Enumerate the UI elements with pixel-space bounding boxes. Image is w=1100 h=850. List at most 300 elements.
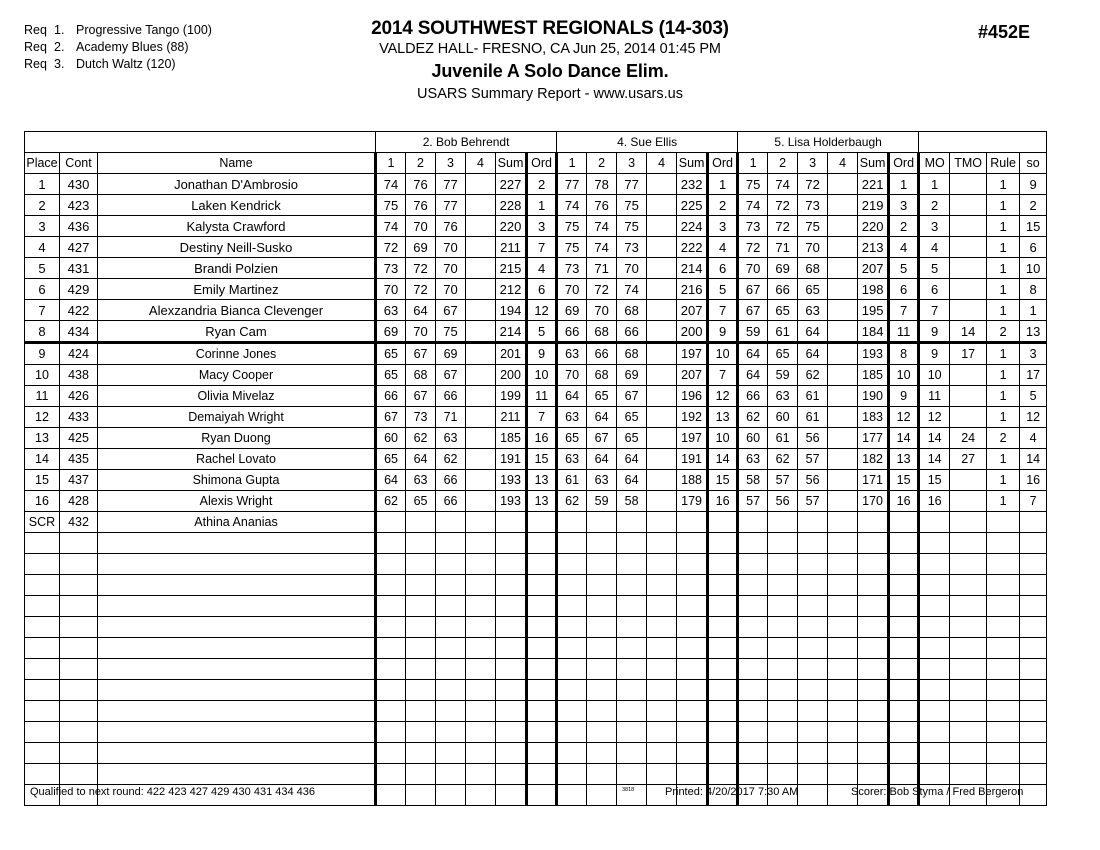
cell-judge2-sum: 214	[677, 258, 708, 279]
cell-judge2-mark2	[587, 617, 617, 638]
cell-judge1-mark1	[376, 659, 406, 680]
cell-judge1-ord	[527, 575, 557, 596]
cell-judge1-mark1: 62	[376, 491, 406, 512]
cell-judge2-mark2: 66	[587, 343, 617, 365]
cell-judge2-ord: 7	[708, 300, 738, 321]
requirement-number: 2.	[54, 40, 65, 54]
cell-cont: 437	[60, 470, 98, 491]
cell-rule: 1	[987, 386, 1020, 407]
cell-judge2-ord: 4	[708, 237, 738, 258]
cell-judge3-mark3: 72	[798, 174, 828, 195]
cell-judge1-mark4	[466, 343, 496, 365]
cell-judge1-mark4	[466, 659, 496, 680]
cell-judge2-ord: 16	[708, 491, 738, 512]
cell-judge3-mark2: 65	[768, 343, 798, 365]
cell-judge1-mark3	[436, 680, 466, 701]
cell-judge3-mark2	[768, 680, 798, 701]
cell-tmo	[950, 174, 987, 195]
cell-judge1-mark1: 65	[376, 365, 406, 386]
cell-cont	[60, 596, 98, 617]
cell-name: Laken Kendrick	[98, 195, 376, 216]
cell-judge1-ord: 16	[527, 428, 557, 449]
cell-judge1-ord	[527, 701, 557, 722]
cell-judge3-sum: 198	[858, 279, 889, 300]
cell-judge3-ord: 7	[889, 300, 919, 321]
cell-tmo	[950, 764, 987, 785]
cell-judge3-ord: 10	[889, 365, 919, 386]
cell-judge2-mark3: 66	[617, 321, 647, 343]
cell-judge1-mark4	[466, 216, 496, 237]
cell-judge1-mark3	[436, 596, 466, 617]
cell-judge1-mark2: 73	[406, 407, 436, 428]
cell-judge1-mark2: 68	[406, 365, 436, 386]
cell-judge1-mark3: 75	[436, 321, 466, 343]
cell-judge1-mark2: 64	[406, 449, 436, 470]
cell-judge3-mark4	[828, 237, 858, 258]
cell-judge1-ord	[527, 722, 557, 743]
table-row-empty	[25, 680, 1047, 701]
judge-name-3: 5. Lisa Holderbaugh	[738, 132, 919, 153]
cell-judge2-mark4	[647, 491, 677, 512]
cell-judge2-mark4	[647, 365, 677, 386]
cell-judge2-mark1: 66	[557, 321, 587, 343]
table-row	[25, 174, 1047, 195]
cell-judge1-mark3: 77	[436, 195, 466, 216]
cell-judge2-mark4	[647, 174, 677, 195]
cell-judge2-mark3: 65	[617, 407, 647, 428]
cell-judge2-mark3	[617, 575, 647, 596]
cell-judge3-mark4	[828, 680, 858, 701]
cell-judge2-mark4	[647, 533, 677, 554]
cell-place	[25, 596, 60, 617]
table-row-empty	[25, 659, 1047, 680]
cell-mo: 2	[919, 195, 950, 216]
cell-judge3-mark4	[828, 596, 858, 617]
cell-judge1-ord: 13	[527, 491, 557, 512]
cell-place: 8	[25, 321, 60, 343]
cell-judge2-sum: 207	[677, 300, 708, 321]
cell-so: 6	[1020, 237, 1047, 258]
cell-place	[25, 659, 60, 680]
cell-judge3-ord: 4	[889, 237, 919, 258]
cell-judge2-mark3: 68	[617, 343, 647, 365]
cell-judge3-mark1: 60	[738, 428, 768, 449]
cell-judge3-mark1: 73	[738, 216, 768, 237]
cell-judge3-mark1: 62	[738, 407, 768, 428]
cell-judge3-mark3: 61	[798, 407, 828, 428]
cell-judge1-mark4	[466, 491, 496, 512]
cell-judge1-sum: 227	[496, 174, 527, 195]
cell-judge2-mark2: 76	[587, 195, 617, 216]
table-row-empty	[25, 764, 1047, 785]
cell-judge3-mark2	[768, 701, 798, 722]
cell-cont	[60, 659, 98, 680]
cell-name: Macy Cooper	[98, 365, 376, 386]
requirement-label: Req	[24, 23, 47, 37]
cell-judge2-sum	[677, 764, 708, 785]
cell-judge2-mark3	[617, 638, 647, 659]
cell-judge3-mark4	[828, 575, 858, 596]
table-row-empty	[25, 575, 1047, 596]
cell-cont	[60, 764, 98, 785]
cell-cont	[60, 638, 98, 659]
cell-judge1-mark2: 76	[406, 174, 436, 195]
cell-judge2-mark3: 70	[617, 258, 647, 279]
table-row	[25, 470, 1047, 491]
cell-judge1-mark4	[466, 680, 496, 701]
cell-judge3-mark1: 59	[738, 321, 768, 343]
cell-judge2-mark1: 70	[557, 365, 587, 386]
cell-judge2-mark1	[557, 764, 587, 785]
cell-judge2-mark2	[587, 659, 617, 680]
cell-judge3-mark1: 63	[738, 449, 768, 470]
table-row-empty	[25, 533, 1047, 554]
venue-line: VALDEZ HALL- FRESNO, CA Jun 25, 2014 01:45 PM	[379, 41, 721, 57]
cell-judge3-ord: 14	[889, 428, 919, 449]
header-so: so	[1020, 153, 1047, 174]
event-code: #452E	[977, 22, 1030, 42]
cell-tmo	[950, 195, 987, 216]
cell-judge3-mark3: 68	[798, 258, 828, 279]
cell-judge3-mark3	[798, 680, 828, 701]
table-row	[25, 237, 1047, 258]
cell-judge1-mark2	[406, 701, 436, 722]
cell-judge1-mark2: 63	[406, 470, 436, 491]
cell-judge1-mark4	[466, 300, 496, 321]
cell-cont	[60, 722, 98, 743]
cell-so	[1020, 701, 1047, 722]
cell-judge3-sum: 177	[858, 428, 889, 449]
cell-judge1-ord	[527, 617, 557, 638]
cell-judge2-mark1	[557, 596, 587, 617]
cell-judge1-mark4	[466, 596, 496, 617]
cell-judge2-ord	[708, 512, 738, 533]
cell-judge3-sum: 195	[858, 300, 889, 321]
cell-name	[98, 680, 376, 701]
cell-judge2-ord	[708, 722, 738, 743]
cell-judge1-mark1: 65	[376, 343, 406, 365]
cell-name: Jonathan D'Ambrosio	[98, 174, 376, 195]
cell-judge1-mark1	[376, 722, 406, 743]
cell-mo	[919, 575, 950, 596]
cell-judge1-mark3: 67	[436, 365, 466, 386]
cell-judge3-ord: 11	[889, 321, 919, 343]
cell-rule	[987, 596, 1020, 617]
cell-judge1-sum	[496, 701, 527, 722]
cell-judge3-sum: 184	[858, 321, 889, 343]
cell-judge2-mark2	[587, 512, 617, 533]
requirement-name: Dutch Waltz (120)	[76, 57, 176, 71]
cell-name: Alexzandria Bianca Clevenger	[98, 300, 376, 321]
cell-name	[98, 533, 376, 554]
cell-place: 16	[25, 491, 60, 512]
cell-judge3-ord: 15	[889, 470, 919, 491]
cell-judge2-mark1: 63	[557, 449, 587, 470]
cell-judge2-mark3	[617, 680, 647, 701]
cell-judge3-mark3	[798, 512, 828, 533]
cell-judge1-mark3: 63	[436, 428, 466, 449]
cell-judge1-ord: 9	[527, 343, 557, 365]
cell-mo: 10	[919, 365, 950, 386]
cell-so: 15	[1020, 216, 1047, 237]
cell-judge3-ord: 9	[889, 386, 919, 407]
cell-judge2-mark4	[647, 258, 677, 279]
cell-judge1-mark1: 63	[376, 300, 406, 321]
cell-judge2-ord: 9	[708, 321, 738, 343]
cell-judge2-mark2	[587, 743, 617, 764]
cell-judge3-mark3: 56	[798, 470, 828, 491]
cell-judge3-mark2	[768, 743, 798, 764]
cell-judge1-sum	[496, 722, 527, 743]
cell-judge1-mark4	[466, 258, 496, 279]
cell-judge1-mark3	[436, 617, 466, 638]
judge-name-1: 2. Bob Behrendt	[376, 132, 557, 153]
cell-so: 10	[1020, 258, 1047, 279]
cell-cont: 427	[60, 237, 98, 258]
cell-place	[25, 617, 60, 638]
cell-judge3-mark2	[768, 659, 798, 680]
cell-judge1-sum	[496, 533, 527, 554]
cell-judge3-mark1: 67	[738, 279, 768, 300]
cell-judge2-mark3	[617, 722, 647, 743]
cell-judge3-mark4	[828, 470, 858, 491]
cell-judge3-mark3: 61	[798, 386, 828, 407]
cell-judge3-mark4	[828, 428, 858, 449]
cell-judge3-mark3	[798, 596, 828, 617]
cell-judge2-mark2: 68	[587, 365, 617, 386]
cell-judge3-mark3	[798, 743, 828, 764]
header-judge1-sum: Sum	[496, 153, 527, 174]
cell-judge1-mark1: 73	[376, 258, 406, 279]
cell-mo: 6	[919, 279, 950, 300]
cell-judge2-mark1: 74	[557, 195, 587, 216]
header-place: Place	[25, 153, 60, 174]
cell-rule: 1	[987, 300, 1020, 321]
footer-code: 3818	[622, 787, 635, 793]
cell-judge3-sum	[858, 596, 889, 617]
cell-judge3-mark3: 75	[798, 216, 828, 237]
cell-judge3-mark2: 63	[768, 386, 798, 407]
cell-judge2-mark4	[647, 195, 677, 216]
cell-tmo	[950, 638, 987, 659]
cell-judge1-mark4	[466, 195, 496, 216]
cell-name	[98, 617, 376, 638]
cell-judge2-ord	[708, 659, 738, 680]
table-row	[25, 300, 1047, 321]
header-judge3-mark3: 3	[798, 153, 828, 174]
cell-name: Alexis Wright	[98, 491, 376, 512]
table-row	[25, 343, 1047, 365]
cell-judge2-mark1	[557, 722, 587, 743]
cell-rule: 2	[987, 321, 1020, 343]
cell-judge3-mark4	[828, 407, 858, 428]
cell-judge3-mark2	[768, 638, 798, 659]
cell-judge3-mark4	[828, 638, 858, 659]
cell-place: 6	[25, 279, 60, 300]
cell-judge1-mark2	[406, 512, 436, 533]
cell-judge2-sum	[677, 659, 708, 680]
cell-name	[98, 659, 376, 680]
cell-tmo	[950, 300, 987, 321]
cell-place: 1	[25, 174, 60, 195]
cell-judge2-mark3: 58	[617, 491, 647, 512]
cell-judge1-ord	[527, 743, 557, 764]
cell-judge1-mark3	[436, 743, 466, 764]
cell-mo	[919, 512, 950, 533]
event-title: 2014 SOUTHWEST REGIONALS (14-303)	[371, 18, 729, 39]
cell-rule	[987, 512, 1020, 533]
cell-judge2-sum: 200	[677, 321, 708, 343]
cell-judge1-mark3	[436, 638, 466, 659]
cell-judge2-mark2: 74	[587, 237, 617, 258]
cell-judge1-mark3: 62	[436, 449, 466, 470]
cell-judge3-sum	[858, 512, 889, 533]
cell-judge1-sum: 220	[496, 216, 527, 237]
cell-name: Kalysta Crawford	[98, 216, 376, 237]
cell-mo: 9	[919, 343, 950, 365]
cell-cont: 422	[60, 300, 98, 321]
cell-judge1-mark1	[376, 743, 406, 764]
cell-judge2-mark2: 65	[587, 386, 617, 407]
cell-judge1-sum	[496, 659, 527, 680]
cell-judge2-mark4	[647, 449, 677, 470]
cell-judge3-mark4	[828, 512, 858, 533]
cell-judge2-mark3	[617, 512, 647, 533]
cell-rule	[987, 743, 1020, 764]
header-judge2-mark4: 4	[647, 153, 677, 174]
cell-judge3-mark1	[738, 722, 768, 743]
cell-judge2-mark2: 71	[587, 258, 617, 279]
cell-judge2-sum: 197	[677, 428, 708, 449]
cell-judge2-mark2	[587, 554, 617, 575]
cell-judge3-mark2: 60	[768, 407, 798, 428]
cell-rule: 1	[987, 407, 1020, 428]
cell-tmo	[950, 279, 987, 300]
cell-cont: 432	[60, 512, 98, 533]
cell-judge3-sum: 207	[858, 258, 889, 279]
cell-judge1-mark2: 76	[406, 195, 436, 216]
cell-judge1-mark2: 70	[406, 216, 436, 237]
cell-judge1-mark4	[466, 279, 496, 300]
cell-rule: 1	[987, 258, 1020, 279]
cell-judge3-mark4	[828, 764, 858, 785]
header-judge3-mark2: 2	[768, 153, 798, 174]
cell-place	[25, 680, 60, 701]
cell-so	[1020, 575, 1047, 596]
cell-judge2-ord	[708, 638, 738, 659]
cell-judge3-sum: 171	[858, 470, 889, 491]
cell-judge1-ord: 13	[527, 470, 557, 491]
cell-judge3-mark3: 57	[798, 449, 828, 470]
report-line: USARS Summary Report - www.usars.us	[417, 86, 683, 102]
cell-judge2-sum: 232	[677, 174, 708, 195]
table-row	[25, 491, 1047, 512]
cell-judge1-sum: 194	[496, 300, 527, 321]
cell-judge1-ord: 4	[527, 258, 557, 279]
cell-judge3-mark2	[768, 596, 798, 617]
cell-so: 4	[1020, 428, 1047, 449]
cell-judge3-mark2: 66	[768, 279, 798, 300]
cell-judge3-mark2: 71	[768, 237, 798, 258]
cell-judge2-mark1: 64	[557, 386, 587, 407]
cell-so: 13	[1020, 321, 1047, 343]
cell-place	[25, 638, 60, 659]
cell-name: Shimona Gupta	[98, 470, 376, 491]
cell-judge1-mark1: 69	[376, 321, 406, 343]
cell-judge2-mark1	[557, 512, 587, 533]
cell-judge2-mark1	[557, 743, 587, 764]
cell-place: 11	[25, 386, 60, 407]
results-table	[24, 131, 1047, 806]
table-row-empty	[25, 554, 1047, 575]
header-name: Name	[98, 153, 376, 174]
cell-judge2-mark4	[647, 470, 677, 491]
qualified-list: Qualified to next round: 422 423 427 429 430 431 434 436	[30, 786, 316, 798]
cell-mo	[919, 596, 950, 617]
cell-judge3-mark4	[828, 743, 858, 764]
cell-judge3-mark1: 57	[738, 491, 768, 512]
cell-so	[1020, 764, 1047, 785]
cell-cont: 433	[60, 407, 98, 428]
cell-judge3-ord: 1	[889, 174, 919, 195]
printed-timestamp: Printed: 4/20/2017 7:30 AM	[665, 786, 799, 798]
cell-judge2-ord: 3	[708, 216, 738, 237]
cell-so	[1020, 659, 1047, 680]
cell-rule: 1	[987, 216, 1020, 237]
cell-judge1-sum	[496, 554, 527, 575]
cell-judge1-ord: 12	[527, 300, 557, 321]
cell-rule	[987, 680, 1020, 701]
table-row	[25, 407, 1047, 428]
cell-judge1-sum: 199	[496, 386, 527, 407]
cell-judge3-sum: 170	[858, 491, 889, 512]
cell-judge3-mark2: 69	[768, 258, 798, 279]
cell-judge1-mark3	[436, 533, 466, 554]
cell-cont: 428	[60, 491, 98, 512]
table-row	[25, 365, 1047, 386]
cell-judge1-ord: 2	[527, 174, 557, 195]
cell-judge3-mark2: 74	[768, 174, 798, 195]
cell-judge2-mark3: 65	[617, 428, 647, 449]
cell-mo	[919, 722, 950, 743]
cell-judge2-sum	[677, 617, 708, 638]
judge-banner-spacer	[25, 132, 376, 153]
cell-judge1-mark3: 66	[436, 491, 466, 512]
header-judge1-mark1: 1	[376, 153, 406, 174]
cell-tmo	[950, 365, 987, 386]
cell-judge3-mark4	[828, 386, 858, 407]
cell-name	[98, 764, 376, 785]
cell-mo: 16	[919, 491, 950, 512]
cell-judge2-mark3: 69	[617, 365, 647, 386]
cell-judge2-mark2: 72	[587, 279, 617, 300]
cell-judge1-mark1: 66	[376, 386, 406, 407]
cell-rule	[987, 659, 1020, 680]
cell-judge3-mark2: 59	[768, 365, 798, 386]
cell-tmo	[950, 216, 987, 237]
cell-judge1-mark3	[436, 722, 466, 743]
cell-name	[98, 554, 376, 575]
cell-judge2-mark2: 74	[587, 216, 617, 237]
requirement-number: 3.	[54, 57, 65, 71]
cell-judge1-mark1	[376, 512, 406, 533]
header-judge2-mark1: 1	[557, 153, 587, 174]
cell-so	[1020, 596, 1047, 617]
cell-judge3-mark2: 57	[768, 470, 798, 491]
cell-judge1-mark3	[436, 575, 466, 596]
cell-judge3-mark4	[828, 174, 858, 195]
cell-judge2-mark3: 64	[617, 449, 647, 470]
